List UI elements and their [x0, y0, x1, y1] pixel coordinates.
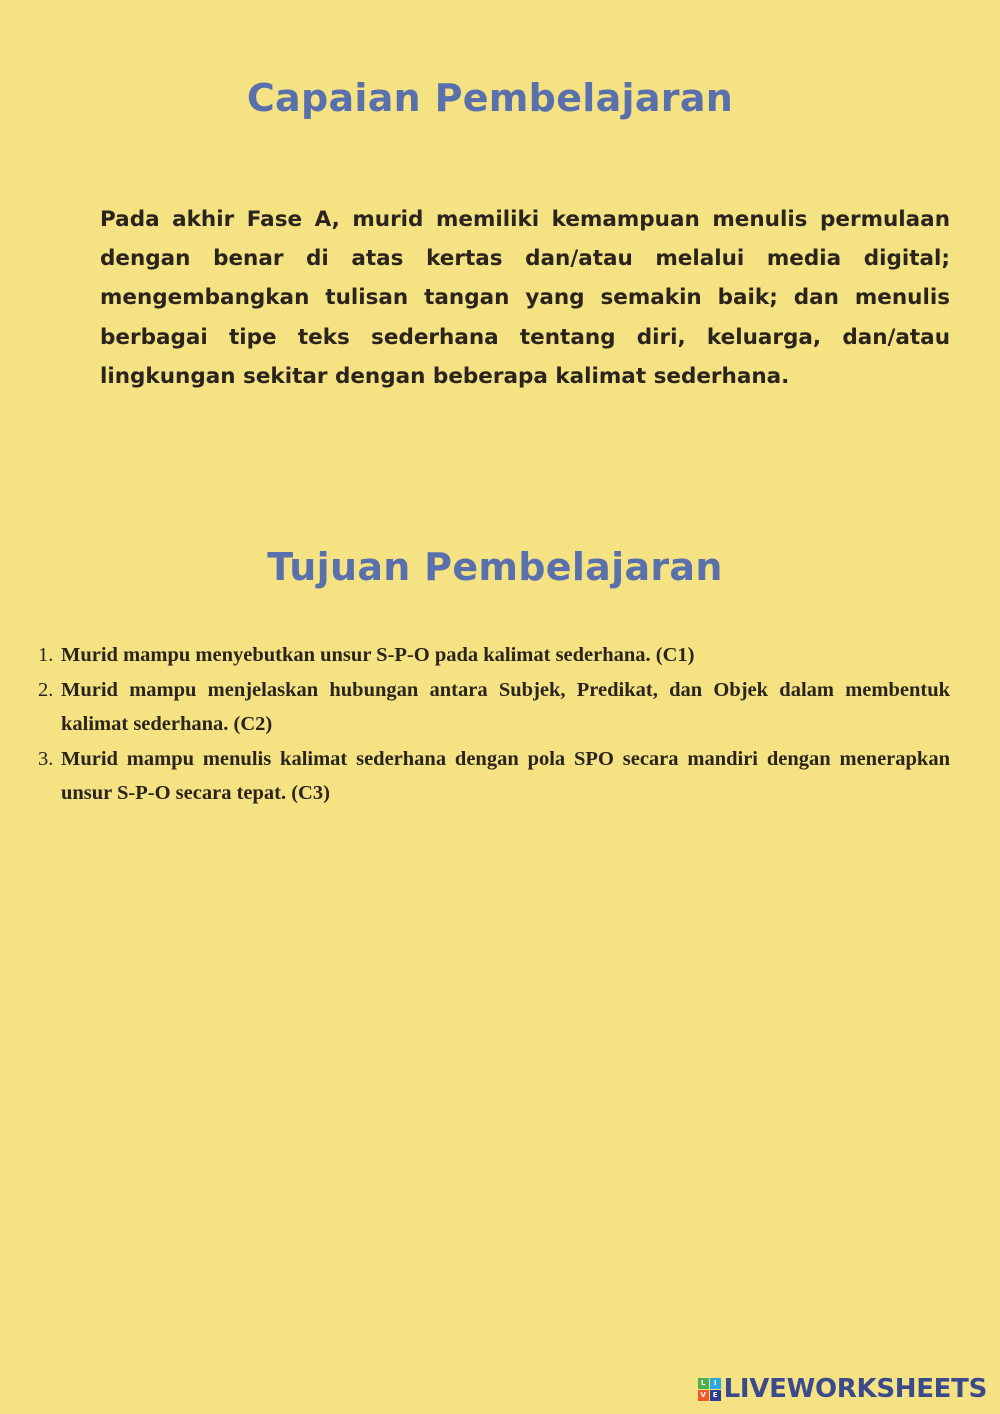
list-item-text: Murid mampu menjelaskan hubungan antara Subjek, Predikat, dan Objek dalam membentuk kalimat sederhana. (C2)	[61, 678, 950, 735]
logo-letter: I	[710, 1378, 721, 1389]
capaian-paragraph: Pada akhir Fase A, murid memiliki kemampuan menulis permulaan dengan benar di atas kertas dan/atau melalui media digital; mengembangkan tulisan tangan yang semakin baik; dan menulis berbagai tipe teks sederhana tentang diri, keluarga, dan/atau lingkungan sekitar dengan beberapa kalimat sederhana.	[100, 207, 950, 389]
brand-name: LIVEWORKSHEETS	[723, 1374, 987, 1404]
list-item-text: Murid mampu menyebutkan unsur S-P-O pada kalimat sederhana. (C1)	[61, 644, 695, 666]
list-item	[38, 638, 950, 673]
liveworksheets-brand[interactable]	[698, 1374, 987, 1404]
logo-letter: E	[710, 1390, 721, 1401]
tujuan-title: Tujuan Pembelajaran	[267, 545, 723, 589]
logo-letter: V	[698, 1390, 709, 1401]
list-item	[38, 742, 950, 811]
logo-letter: L	[698, 1378, 709, 1389]
liveworksheets-logo-icon	[698, 1378, 721, 1401]
list-item-number: 1.	[38, 644, 54, 666]
list-item-number: 3.	[38, 747, 54, 770]
tujuan-list	[38, 638, 950, 811]
capaian-title: Capaian Pembelajaran	[246, 76, 734, 120]
list-item	[38, 673, 950, 742]
list-item-text: Murid mampu menulis kalimat sederhana dengan pola SPO secara mandiri dengan menerapkan unsur S-P-O secara tepat. (C3)	[61, 747, 950, 804]
list-item-number: 2.	[38, 678, 54, 701]
